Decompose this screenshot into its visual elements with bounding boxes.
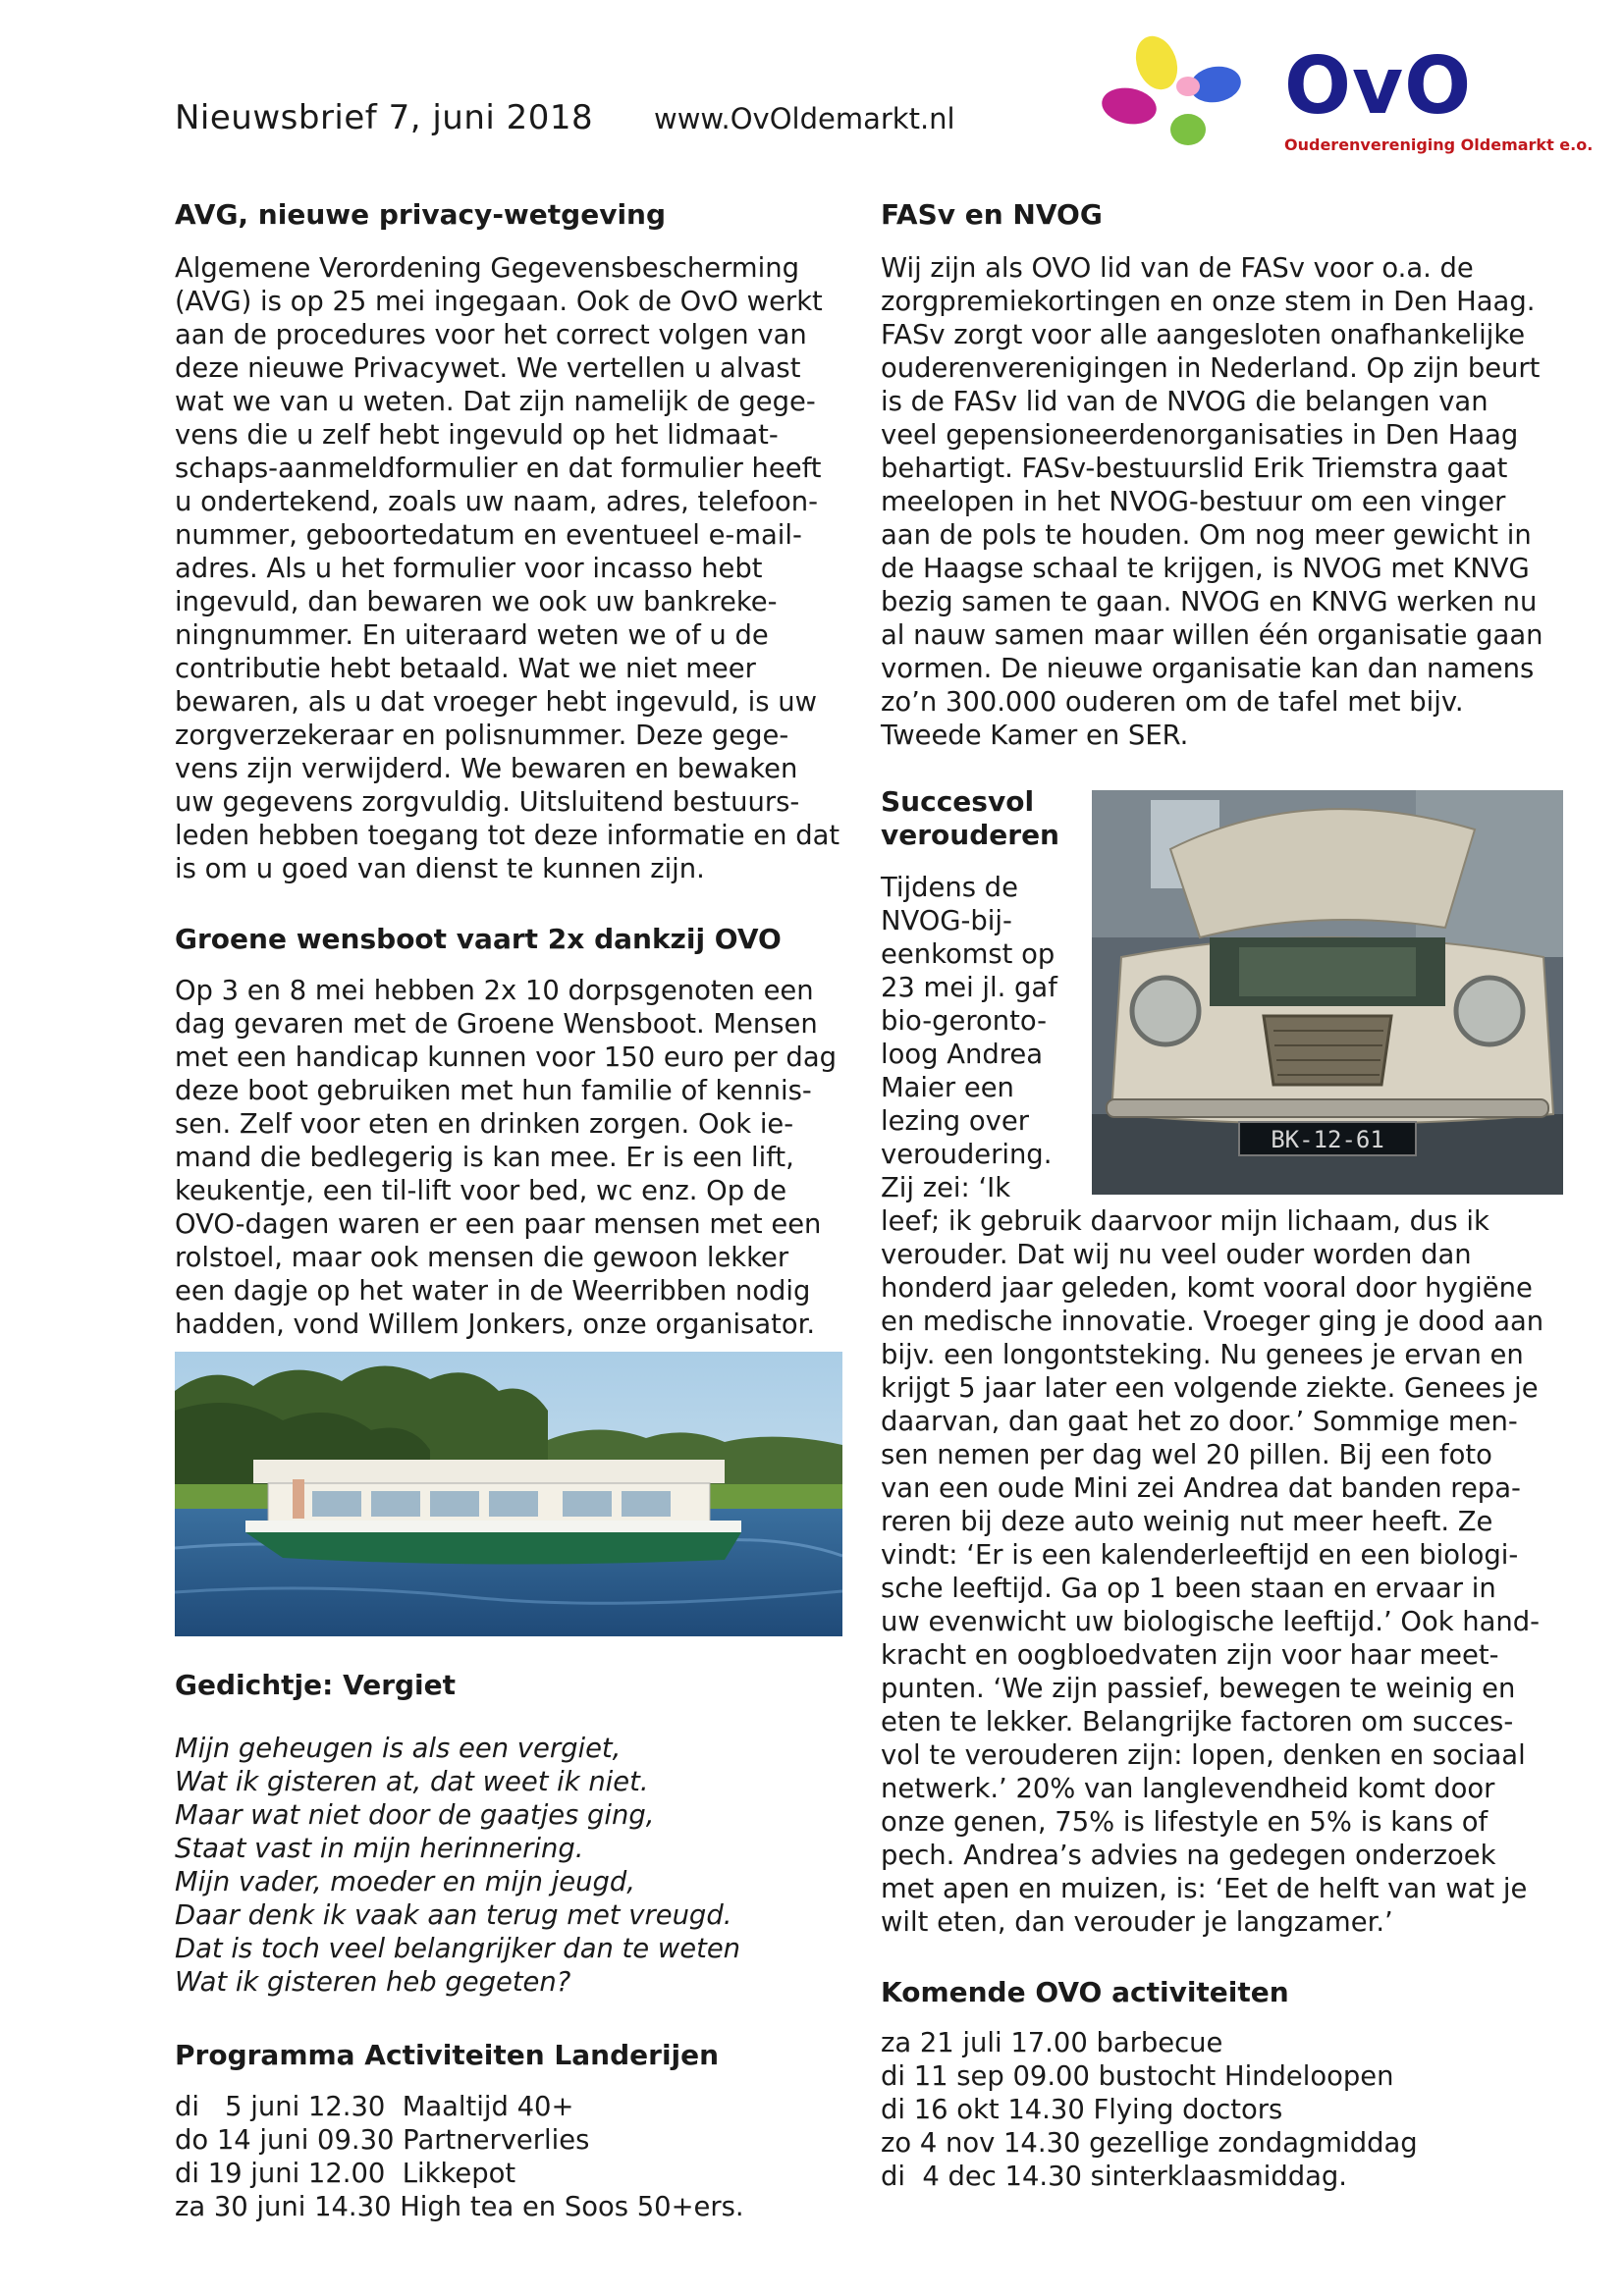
fasv-line: aan de pols te houden. Om nog meer gewicht in <box>881 520 1532 551</box>
succesvol-line: eenkomst op <box>881 939 1056 970</box>
succesvol-line: met apen en muizen, is: ‘Eet de helft van wat je <box>881 1874 1528 1904</box>
avg-line: u ondertekend, zoals uw naam, adres, telefoon- <box>175 487 818 517</box>
succesvol-line: loog Andrea <box>881 1040 1043 1070</box>
succesvol-line: en medische innovatie. Vroeger ging je dood aan <box>881 1307 1544 1337</box>
komende-heading: Komende OVO activiteiten <box>881 1976 1289 2008</box>
poem-line: Wat ik gisteren at, dat weet ik niet. <box>175 1767 649 1797</box>
succesvol-body <box>881 1205 1568 1940</box>
fasv-line: Tweede Kamer en SER. <box>881 721 1189 751</box>
fasv-line: bezig samen te gaan. NVOG en KNVG werken nu <box>881 587 1538 617</box>
avg-line: ningnummer. En uiteraard weten we of u de <box>175 620 769 651</box>
succesvol-line: honderd jaar geleden, komt vooral door hygiëne <box>881 1273 1533 1304</box>
programma-item: di 5 juni 12.30 Maaltijd 40+ <box>175 2092 574 2122</box>
programma-heading: Programma Activiteiten Landerijen <box>175 2039 720 2071</box>
fasv-line: ouderenverenigingen in Nederland. Op zijn beurt <box>881 353 1541 384</box>
poem-line: Staat vast in mijn herinnering. <box>175 1834 584 1864</box>
fasv-line: is de FASv lid van de NVOG die belangen van <box>881 387 1489 417</box>
avg-line: adres. Als u het formulier voor incasso hebt <box>175 554 763 584</box>
succesvol-line: bijv. een longontsteking. Nu genees je ervan en <box>881 1340 1524 1370</box>
poem-line: Maar wat niet door de gaatjes ging, <box>175 1800 655 1831</box>
programma-list <box>175 2091 862 2224</box>
succesvol-line: daarvan, dan gaat het zo door.’ Sommige men- <box>881 1407 1518 1437</box>
avg-line: vens zijn verwijderd. We bewaren en bewaken <box>175 754 798 784</box>
succesvol-line: Zij zei: ‘Ik <box>881 1173 1011 1203</box>
poem-line: Daar denk ik vaak aan terug met vreugd. <box>175 1900 732 1931</box>
fasv-line: FASv zorgt voor alle aangesloten onafhankelijke <box>881 320 1526 350</box>
succesvol-line: bio-geronto- <box>881 1006 1048 1037</box>
wensboot-line: hadden, vond Willem Jonkers, onze organisator. <box>175 1309 816 1340</box>
succesvol-line: kracht en oogbloedvaten zijn voor haar meet- <box>881 1640 1499 1671</box>
succesvol-line: Tijdens de <box>881 873 1018 903</box>
avg-line: Algemene Verordening Gegevensbescherming <box>175 253 799 284</box>
avg-line: bewaren, als u dat vroeger hebt ingevuld, is uw <box>175 687 818 718</box>
avg-line: nummer, geboortedatum en eventueel e-mail- <box>175 520 802 551</box>
gedicht-heading: Gedichtje: Vergiet <box>175 1669 457 1701</box>
poem-line: Dat is toch veel belangrijker dan te weten <box>175 1934 741 1964</box>
wensboot-line: dag gevaren met de Groene Wensboot. Mensen <box>175 1009 818 1040</box>
succesvol-line: sen nemen per dag wel 20 pillen. Bij een foto <box>881 1440 1492 1470</box>
succesvol-narrow-body <box>881 872 1077 1205</box>
avg-heading: AVG, nieuwe privacy-wetgeving <box>175 198 667 231</box>
wensboot-line: deze boot gebruiken met hun familie of kennis- <box>175 1076 812 1106</box>
logo-wordmark: OvO <box>1284 40 1473 132</box>
fasv-line: al nauw samen maar willen één organisatie gaan <box>881 620 1543 651</box>
old-mini-photo <box>1092 790 1563 1195</box>
gedicht-section <box>175 1669 862 1702</box>
avg-line: vens die u zelf hebt ingevuld op het lidmaat- <box>175 420 779 451</box>
avg-line: ingevuld, dan bewaren we ook uw bankreke- <box>175 587 778 617</box>
wensboot-line: een dagje op het water in de Weerribben nodig <box>175 1276 811 1307</box>
gedicht-body <box>175 1733 862 2000</box>
wensboot-heading: Groene wensboot vaart 2x dankzij OVO <box>175 923 782 955</box>
fasv-article <box>881 198 1568 232</box>
programma-item: za 30 juni 14.30 High tea en Soos 50+ers. <box>175 2192 744 2222</box>
poem-line: Mijn geheugen is als een vergiet, <box>175 1734 622 1764</box>
succesvol-heading-block <box>881 785 1077 852</box>
plate-text: BK-12-61 <box>1271 1126 1384 1153</box>
succesvol-line: van een oude Mini zei Andrea dat banden repa- <box>881 1473 1521 1504</box>
fasv-body <box>881 252 1568 753</box>
avg-line: schaps-aanmeldformulier en dat formulier heeft <box>175 454 822 484</box>
wensboot-line: rolstoel, maar ook mensen die gewoon lekker <box>175 1243 789 1273</box>
programma-item: di 19 juni 12.00 Likkepot <box>175 2159 516 2189</box>
avg-line: wat we van u weten. Dat zijn namelijk de gege- <box>175 387 816 417</box>
succesvol-line: krijgt 5 jaar later een volgende ziekte. Genees je <box>881 1373 1539 1404</box>
programma-section <box>175 2039 862 2072</box>
succesvol-line: wilt eten, dan verouder je langzamer.’ <box>881 1907 1393 1938</box>
avg-line: (AVG) is op 25 mei ingegaan. Ook de OvO werkt <box>175 287 823 317</box>
heading-line: verouderen <box>881 819 1059 851</box>
komende-list <box>881 2027 1568 2194</box>
avg-line: aan de procedures voor het correct volgen van <box>175 320 807 350</box>
wensboot-photo <box>175 1352 842 1636</box>
fasv-heading: FASv en NVOG <box>881 198 1103 231</box>
komende-item: di 4 dec 14.30 sinterklaasmiddag. <box>881 2162 1348 2192</box>
avg-line: zorgverzekeraar en polisnummer. Deze gege- <box>175 721 789 751</box>
succesvol-line: Maier een <box>881 1073 1014 1103</box>
fasv-line: behartigt. FASv-bestuurslid Erik Triemstra gaat <box>881 454 1508 484</box>
succesvol-line: sche leeftijd. Ga op 1 been staan en ervaar in <box>881 1574 1496 1604</box>
fasv-line: vormen. De nieuwe organisatie kan dan namens <box>881 654 1535 684</box>
fasv-line: Wij zijn als OVO lid van de FASv voor o.a. de <box>881 253 1474 284</box>
succesvol-line: veroudering. <box>881 1140 1053 1170</box>
komende-item: za 21 juli 17.00 barbecue <box>881 2028 1223 2058</box>
succesvol-line: verouder. Dat wij nu veel ouder worden dan <box>881 1240 1472 1270</box>
ovo-logo <box>1098 35 1594 163</box>
succesvol-line: pech. Andrea’s advies na gedegen onderzoek <box>881 1841 1496 1871</box>
avg-line: leden hebben toegang tot deze informatie en dat <box>175 821 840 851</box>
wensboot-line: sen. Zelf voor eten en drinken zorgen. Ook ie- <box>175 1109 794 1140</box>
succesvol-line: eten te lekker. Belangrijke factoren om succes- <box>881 1707 1514 1737</box>
komende-item: zo 4 nov 14.30 gezellige zondagmiddag <box>881 2128 1418 2159</box>
komende-item: di 11 sep 09.00 bustocht Hindeloopen <box>881 2061 1394 2092</box>
logo-subtitle: Ouderenvereniging Oldemarkt e.o. <box>1284 135 1594 154</box>
avg-line: deze nieuwe Privacywet. We vertellen u alvast <box>175 353 801 384</box>
poem-line: Mijn vader, moeder en mijn jeugd, <box>175 1867 635 1897</box>
website-url[interactable]: www.OvOldemarkt.nl <box>654 102 955 135</box>
wensboot-line: mand die bedlegerig is kan mee. Er is een lift, <box>175 1143 794 1173</box>
komende-section <box>881 1976 1568 2009</box>
succesvol-line: lezing over <box>881 1106 1029 1137</box>
fasv-line: zo’n 300.000 ouderen om de tafel met bijv. <box>881 687 1464 718</box>
succesvol-line: netwerk.’ 20% van langlevendheid komt door <box>881 1774 1495 1804</box>
logo-petals-icon <box>1098 35 1274 153</box>
succesvol-line: 23 mei jl. gaf <box>881 973 1057 1003</box>
wensboot-line: keukentje, een til-lift voor bed, wc enz. Op de <box>175 1176 787 1206</box>
programma-item: do 14 juni 09.30 Partnerverlies <box>175 2125 590 2156</box>
heading-line: Succesvol <box>881 785 1035 818</box>
succesvol-line: vol te verouderen zijn: lopen, denken en sociaal <box>881 1740 1526 1771</box>
avg-article <box>175 198 862 232</box>
succesvol-line: uw evenwicht uw biologische leeftijd.’ Ook hand- <box>881 1607 1541 1637</box>
wensboot-article <box>175 923 862 956</box>
avg-line: is om u goed van dienst te kunnen zijn. <box>175 854 705 884</box>
succesvol-line: reren bij deze auto weinig nut meer heeft. Ze <box>881 1507 1493 1537</box>
succesvol-line: leef; ik gebruik daarvoor mijn lichaam, dus ik <box>881 1206 1489 1237</box>
wensboot-body <box>175 975 862 1342</box>
succesvol-line: onze genen, 75% is lifestyle en 5% is kans of <box>881 1807 1489 1838</box>
avg-line: contributie hebt betaald. Wat we niet meer <box>175 654 756 684</box>
fasv-line: meelopen in het NVOG-bestuur om een vinger <box>881 487 1506 517</box>
succesvol-line: NVOG-bij- <box>881 906 1012 936</box>
komende-item: di 16 okt 14.30 Flying doctors <box>881 2095 1283 2125</box>
wensboot-line: Op 3 en 8 mei hebben 2x 10 dorpsgenoten een <box>175 976 814 1006</box>
newsletter-issue: Nieuwsbrief 7, juni 2018 <box>175 98 594 137</box>
avg-line: uw gegevens zorgvuldig. Uitsluitend bestuurs- <box>175 787 800 818</box>
fasv-line: zorgpremiekortingen en onze stem in Den Haag. <box>881 287 1536 317</box>
succesvol-line: punten. ‘We zijn passief, bewegen te weinig en <box>881 1674 1516 1704</box>
fasv-line: veel gepensioneerdenorganisaties in Den Haag <box>881 420 1519 451</box>
fasv-line: de Haagse schaal te krijgen, is NVOG met KNVG <box>881 554 1530 584</box>
wensboot-line: met een handicap kunnen voor 150 euro per dag <box>175 1042 837 1073</box>
wensboot-line: OVO-dagen waren er een paar mensen met een <box>175 1209 822 1240</box>
poem-line: Wat ik gisteren heb gegeten? <box>175 1967 571 1998</box>
succesvol-line: vindt: ‘Er is een kalenderleeftijd en een biologi- <box>881 1540 1519 1571</box>
avg-body <box>175 252 862 886</box>
succesvol-heading <box>881 785 1077 852</box>
